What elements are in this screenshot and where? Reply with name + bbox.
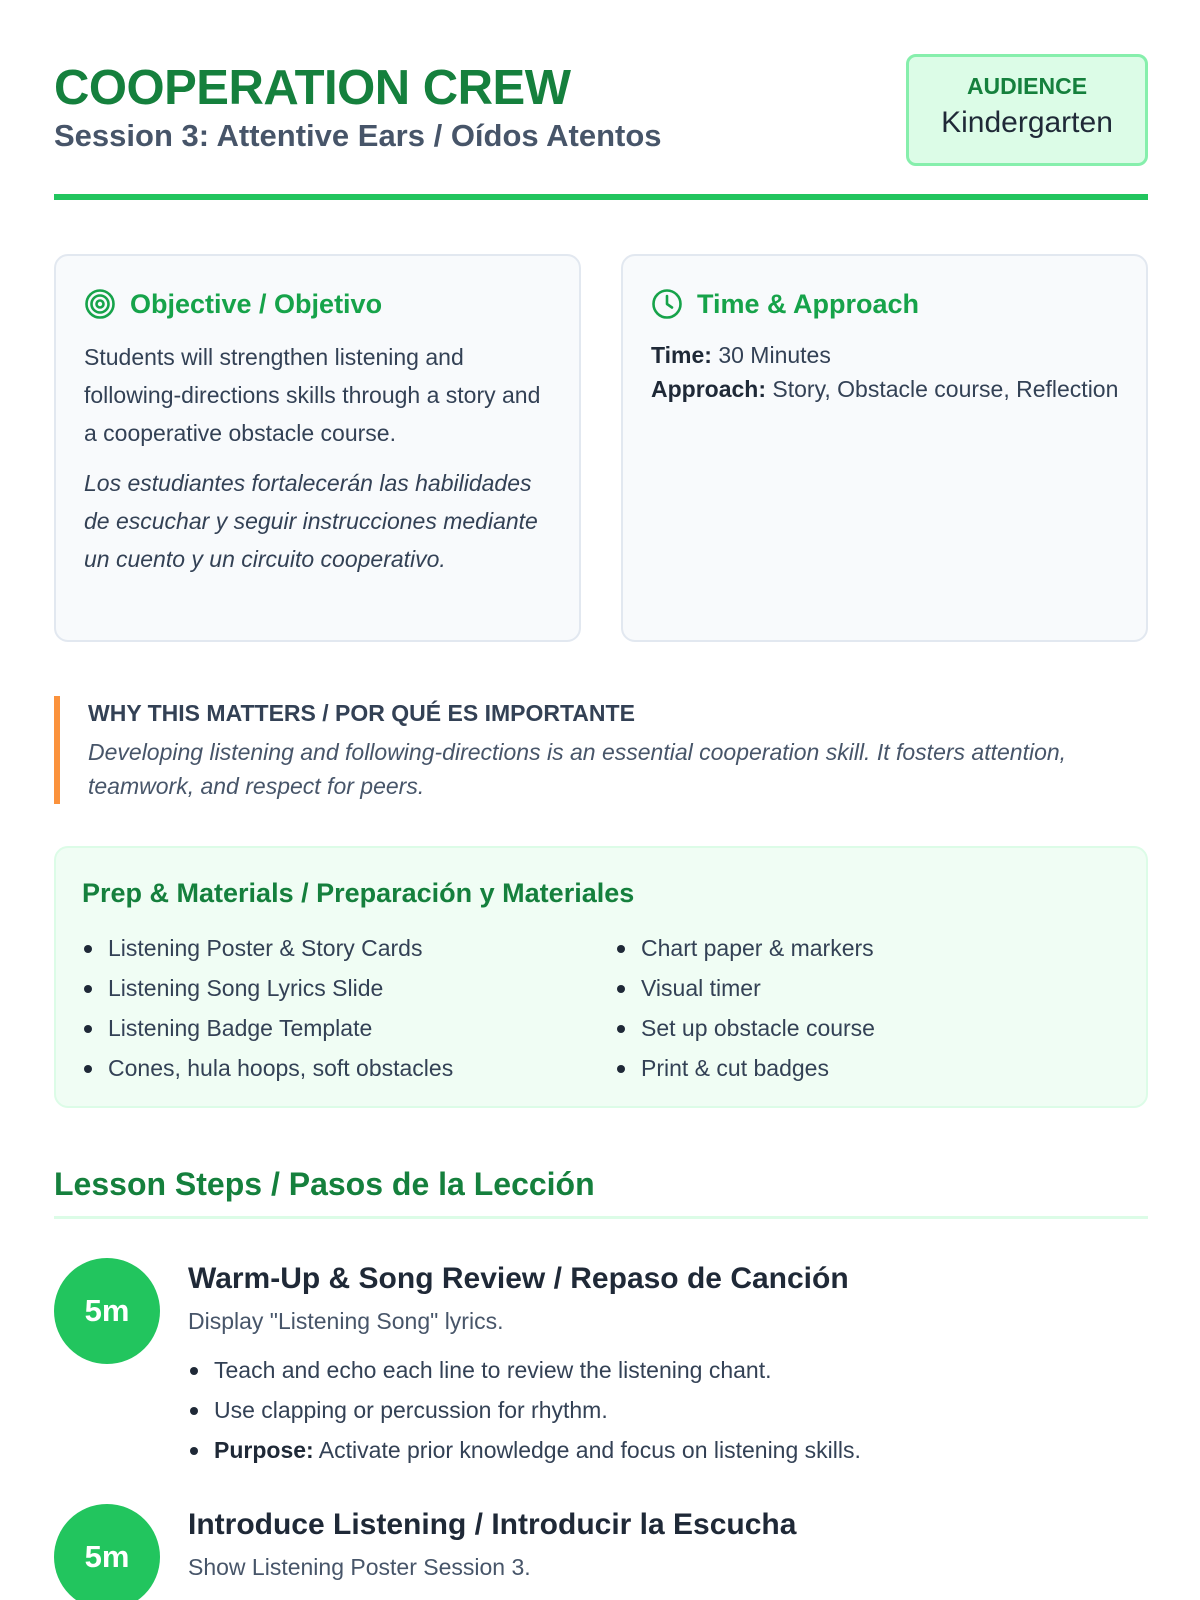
- list-item: Teach and echo each line to review the listening chant.: [188, 1350, 861, 1390]
- list-item: Set up obstacle course: [615, 1008, 875, 1048]
- purpose-text: Activate prior knowledge and focus on listening skills.: [313, 1437, 861, 1463]
- time-approach-header: [651, 288, 919, 320]
- list-item: Listening Poster & Story Cards: [82, 928, 453, 968]
- audience-label: AUDIENCE: [966, 73, 1088, 99]
- page-header: [54, 54, 1148, 200]
- audience-value: Kindergarten: [941, 106, 1113, 139]
- objective-title: Objective / Objetivo: [130, 288, 383, 319]
- list-item: Listening Badge Template: [82, 1008, 453, 1048]
- header-divider: [54, 194, 1148, 200]
- list-item: Cones, hula hoops, soft obstacles: [82, 1048, 453, 1088]
- prep-title: Prep & Materials / Preparación y Materiales: [82, 878, 635, 908]
- session-subtitle: Session 3: Attentive Ears / Oídos Atentos: [54, 118, 662, 153]
- duration-badge: 5m: [54, 1258, 160, 1364]
- list-item: Chart paper & markers: [615, 928, 875, 968]
- approach-value: Story, Obstacle course, Reflection: [772, 376, 1119, 402]
- list-item: [188, 1430, 861, 1470]
- objective-header: [84, 288, 382, 320]
- materials-list-left: [82, 928, 453, 1088]
- objective-text-en: Students will strengthen listening and following-directions skills through a story and a cooperative obstacle course.: [84, 344, 541, 446]
- objective-card: [54, 254, 581, 642]
- time-approach-title: Time & Approach: [697, 288, 920, 319]
- why-title: WHY THIS MATTERS / POR QUÉ ES IMPORTANTE: [88, 700, 635, 726]
- page-title: COOPERATION CREW: [54, 61, 571, 115]
- time-approach-card: [621, 254, 1148, 642]
- list-item: Print & cut badges: [615, 1048, 875, 1088]
- prep-materials-panel: [54, 846, 1148, 1108]
- why-this-matters-callout: [54, 696, 1148, 804]
- step-title: Warm-Up & Song Review / Repaso de Canción: [188, 1262, 849, 1295]
- target-icon: [84, 288, 116, 320]
- time-line: [651, 338, 1121, 372]
- step-subtitle: Display "Listening Song" lyrics.: [188, 1308, 504, 1334]
- step-subtitle: Show Listening Poster Session 3.: [188, 1554, 531, 1580]
- step-bullets: [188, 1350, 861, 1470]
- lesson-steps-divider: [54, 1216, 1148, 1219]
- approach-line: [651, 372, 1121, 406]
- purpose-label: Purpose:: [214, 1437, 314, 1463]
- objective-text-es: Los estudiantes fortalecerán las habilidades de escuchar y seguir instrucciones mediante un cuento y un circuito cooperativo.: [84, 470, 538, 572]
- time-label: Time:: [651, 342, 712, 368]
- why-text: Developing listening and following-directions is an essential cooperation skill. It fosters attention, teamwork, and respect for peers.: [88, 739, 1067, 799]
- duration-badge: 5m: [54, 1504, 160, 1600]
- time-value: 30 Minutes: [718, 342, 831, 368]
- list-item: Use clapping or percussion for rhythm.: [188, 1390, 861, 1430]
- audience-badge: [906, 54, 1148, 166]
- step-title: Introduce Listening / Introducir la Escucha: [188, 1508, 797, 1541]
- materials-list-right: [615, 928, 875, 1088]
- time-approach-body: [651, 338, 1121, 406]
- approach-label: Approach:: [651, 376, 766, 402]
- list-item: Visual timer: [615, 968, 875, 1008]
- clock-icon: [651, 288, 683, 320]
- lesson-steps-heading: Lesson Steps / Pasos de la Lección: [54, 1166, 595, 1202]
- list-item: Listening Song Lyrics Slide: [82, 968, 453, 1008]
